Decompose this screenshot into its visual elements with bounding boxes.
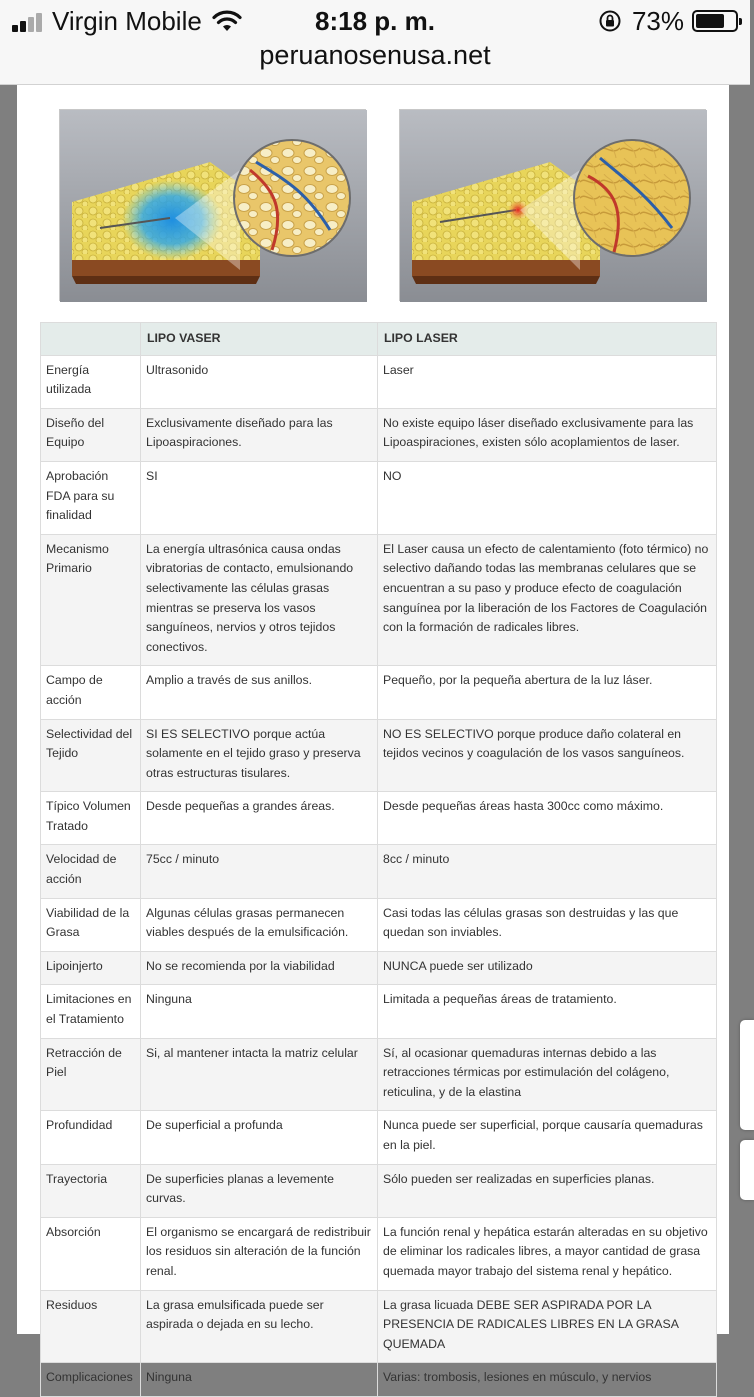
- table-header-row: [41, 323, 717, 356]
- carrier-name: Virgin Mobile: [52, 5, 202, 36]
- row-label: Mecanismo Primario: [41, 534, 141, 666]
- laser-cell: 8cc / minuto: [378, 845, 717, 898]
- laser-cell: Limitada a pequeñas áreas de tratamiento.: [378, 985, 717, 1038]
- row-label: Aprobación FDA para su finalidad: [41, 461, 141, 534]
- table-row: [41, 666, 717, 719]
- vaser-cell: SI: [141, 461, 378, 534]
- laser-cell: No existe equipo láser diseñado exclusivamente para las Lipoaspiraciones, existen sólo acoplamientos de laser.: [378, 408, 717, 461]
- table-row: [41, 534, 717, 666]
- row-label: Retracción de Piel: [41, 1038, 141, 1111]
- vaser-cell: 75cc / minuto: [141, 845, 378, 898]
- laser-cell: NO ES SELECTIVO porque produce daño colateral en tejidos vecinos y coagulación de los vasos sanguíneos.: [378, 719, 717, 792]
- row-label: Campo de acción: [41, 666, 141, 719]
- table-row: [41, 408, 717, 461]
- battery-icon: [692, 10, 738, 32]
- vaser-cell: Ninguna: [141, 1363, 378, 1397]
- table-row: [41, 461, 717, 534]
- row-label: Lipoinjerto: [41, 951, 141, 985]
- laser-cell: NUNCA puede ser utilizado: [378, 951, 717, 985]
- vaser-fat-tissue-image: [60, 110, 367, 302]
- laser-cell: Nunca puede ser superficial, porque causaría quemaduras en la piel.: [378, 1111, 717, 1164]
- vaser-illustration: [59, 109, 366, 301]
- vaser-cell: Si, al mantener intacta la matriz celular: [141, 1038, 378, 1111]
- vaser-cell: Ninguna: [141, 985, 378, 1038]
- table-row: [41, 845, 717, 898]
- row-label: Diseño del Equipo: [41, 408, 141, 461]
- vaser-cell: De superficies planas a levemente curvas.: [141, 1164, 378, 1217]
- row-label: Selectividad del Tejido: [41, 719, 141, 792]
- table-row: [41, 1111, 717, 1164]
- vaser-cell: SI ES SELECTIVO porque actúa solamente en el tejido graso y preserva otras estructuras tisulares.: [141, 719, 378, 792]
- vaser-cell: Ultrasonido: [141, 355, 378, 408]
- row-label: Viabilidad de la Grasa: [41, 898, 141, 951]
- vaser-cell: Exclusivamente diseñado para las Lipoaspiraciones.: [141, 408, 378, 461]
- laser-cell: El Laser causa un efecto de calentamiento (foto térmico) no selectivo dañando todas las membranas celulares que se encuentran a su paso y produce efecto de coagulación sanguínea por la liberación de los Factores de Coagulación con la formación de radicales libres.: [378, 534, 717, 666]
- vaser-cell: La grasa emulsificada puede ser aspirada o dejada en su lecho.: [141, 1290, 378, 1363]
- laser-cell: Varias: trombosis, lesiones en músculo, y nervios: [378, 1363, 717, 1397]
- row-label: Complicaciones: [41, 1363, 141, 1397]
- vaser-cell: Algunas células grasas permanecen viables después de la emulsificación.: [141, 898, 378, 951]
- laser-cell: Casi todas las células grasas son destruidas y las que quedan son inviables.: [378, 898, 717, 951]
- vaser-cell: La energía ultrasónica causa ondas vibratorias de contacto, emulsionando selectivamente las células grasas mientras se preserva los vasos sanguíneos, nervios y otros tejidos conectivos.: [141, 534, 378, 666]
- clock: 8:18 p. m.: [315, 6, 435, 36]
- row-label: Trayectoria: [41, 1164, 141, 1217]
- status-bar: [0, 0, 750, 85]
- table-row: [41, 1164, 717, 1217]
- address-bar-url[interactable]: peruanosenusa.net: [259, 40, 491, 70]
- orientation-lock-icon: [598, 9, 622, 33]
- table-row: [41, 898, 717, 951]
- status-right: [598, 6, 738, 36]
- side-tab-widget[interactable]: [740, 1020, 754, 1130]
- battery-percentage: 73%: [631, 5, 684, 36]
- row-label: Absorción: [41, 1217, 141, 1290]
- side-tab-widget-2[interactable]: [740, 1140, 754, 1200]
- laser-fat-tissue-image: [400, 110, 707, 302]
- row-label: Típico Volumen Tratado: [41, 792, 141, 845]
- row-label: Profundidad: [41, 1111, 141, 1164]
- laser-cell: La grasa licuada DEBE SER ASPIRADA POR LA PRESENCIA DE RADICALES LIBRES EN LA GRASA QUEMADA: [378, 1290, 717, 1363]
- table-row: [41, 1038, 717, 1111]
- table-row: [41, 719, 717, 792]
- table-row: [41, 355, 717, 408]
- battery-fill: [696, 14, 724, 28]
- table-row: [41, 792, 717, 845]
- table-row: [41, 1290, 717, 1363]
- laser-cell: Pequeño, por la pequeña abertura de la luz láser.: [378, 666, 717, 719]
- page-content[interactable]: [17, 85, 729, 1385]
- table-row: [41, 951, 717, 985]
- vaser-cell: El organismo se encargará de redistribuir los residuos sin alteración de la función renal.: [141, 1217, 378, 1290]
- vaser-cell: No se recomienda por la viabilidad: [141, 951, 378, 985]
- row-label: Limitaciones en el Tratamiento: [41, 985, 141, 1038]
- header-empty: [41, 323, 141, 356]
- header-lipo-vaser: LIPO VASER: [141, 323, 378, 356]
- table-row: [41, 985, 717, 1038]
- laser-cell: La función renal y hepática estarán alteradas en su objetivo de eliminar los radicales libres, a mayor cantidad de grasa quemada mayor trabajo del sistema renal y hepático.: [378, 1217, 717, 1290]
- laser-illustration: [399, 109, 706, 301]
- header-lipo-laser: LIPO LASER: [378, 323, 717, 356]
- row-label: Residuos: [41, 1290, 141, 1363]
- laser-cell: Sí, al ocasionar quemaduras internas debido a las retracciones térmicas por estimulación del colágeno, reticulina, y de la elastina: [378, 1038, 717, 1111]
- row-label: Velocidad de acción: [41, 845, 141, 898]
- vaser-cell: Desde pequeñas a grandes áreas.: [141, 792, 378, 845]
- laser-cell: Desde pequeñas áreas hasta 300cc como máximo.: [378, 792, 717, 845]
- vaser-cell: Amplio a través de sus anillos.: [141, 666, 378, 719]
- table-row: [41, 1217, 717, 1290]
- laser-cell: NO: [378, 461, 717, 534]
- row-label: Energía utilizada: [41, 355, 141, 408]
- vaser-cell: De superficial a profunda: [141, 1111, 378, 1164]
- table-row: [41, 1363, 717, 1397]
- laser-cell: Sólo pueden ser realizadas en superficies planas.: [378, 1164, 717, 1217]
- comparison-table: [40, 322, 717, 1397]
- laser-cell: Laser: [378, 355, 717, 408]
